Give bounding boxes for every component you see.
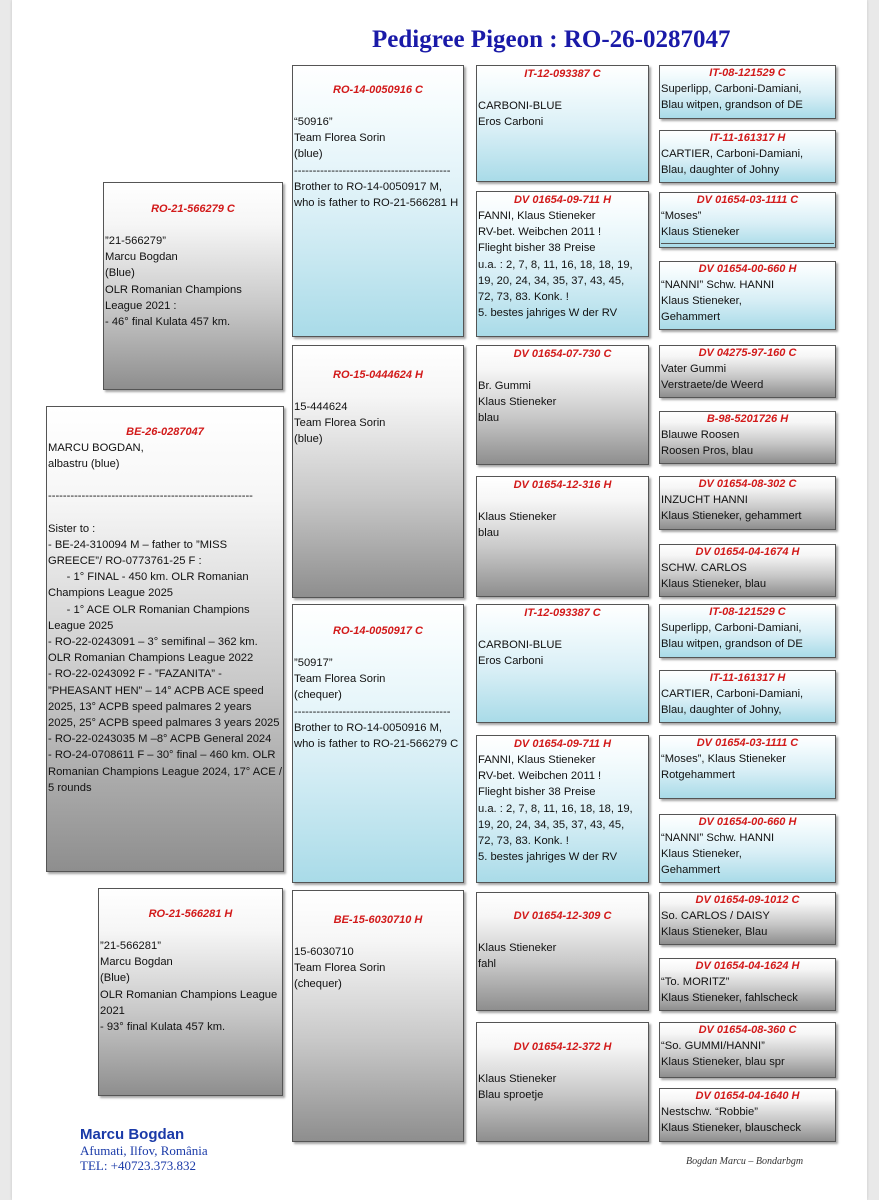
- gen2-card-2: [292, 345, 464, 598]
- gen4-line: “NANNI” Schw. HANNI: [661, 832, 775, 844]
- gen4-ring: DV 01654-03-1111 C: [696, 194, 799, 206]
- gen3-line: Blau sproetje: [478, 1089, 544, 1102]
- dam-line: OLR Romanian Champions League 2021: [100, 988, 278, 1017]
- gen4-ring: DV 01654-00-660 H: [698, 263, 797, 275]
- gen4-ring: DV 01654-09-1012 C: [695, 894, 800, 906]
- gen2-line: (chequer): [294, 978, 342, 991]
- gen3-line: Eros Carboni: [478, 655, 544, 668]
- gen3-ring: DV 01654-07-730 C: [513, 348, 612, 360]
- subject-note: - BE-24-310094 M – father to ”MISS GREECE”/ RO-0773761-25 F :: [48, 538, 228, 568]
- sire-line: OLR Romanian Champions League 2021 :: [105, 283, 242, 312]
- subject-note: - 1° FINAL - 450 km. OLR Romanian Champions League 2025: [48, 571, 252, 600]
- subject-separator: -------------------------------------------------------: [48, 490, 253, 503]
- gen4-ring: DV 01654-04-1624 H: [695, 960, 800, 972]
- gen4-card-5: [659, 345, 836, 398]
- gen3-ring: DV 01654-09-711 H: [513, 194, 612, 206]
- gen4-ring: B-98-5201726 H: [706, 413, 789, 425]
- gen4-ring: IT-08-121529 C: [709, 67, 786, 79]
- gen3-ring: DV 01654-12-316 H: [513, 479, 612, 491]
- gen2-line: Team Florea Sorin: [294, 132, 386, 145]
- gen4-card-2: [659, 130, 836, 183]
- gen2-ring: BE-15-6030710 H: [333, 914, 423, 926]
- gen3-card-3: [476, 345, 649, 465]
- gen2-line: “50916”: [294, 116, 333, 128]
- subject-ring: BE-26-0287047: [126, 426, 204, 438]
- gen4-card-6: [659, 411, 836, 464]
- gen2-card-1: [292, 65, 464, 337]
- gen3-ring: DV 01654-09-711 H: [513, 738, 612, 750]
- gen4-line: Gehammert: [661, 864, 721, 877]
- gen3-line: FANNI, Klaus Stieneker: [478, 210, 596, 222]
- page-title: Pedigree Pigeon : RO-26-0287047: [372, 26, 731, 53]
- subject-line: albastru (blue): [48, 458, 120, 471]
- gen4-card-15: [659, 1022, 836, 1078]
- gen4-card-1: [659, 65, 836, 119]
- gen3-line: Klaus Stieneker: [478, 1073, 557, 1085]
- dam-line: ”21-566281”: [100, 940, 161, 952]
- gen2-card-4: [292, 890, 464, 1142]
- gen4-line: Vater Gummi: [661, 363, 727, 375]
- gen2-ring: RO-15-0444624 H: [333, 369, 423, 381]
- gen3-line: RV-bet. Weibchen 2011 !: [478, 770, 602, 783]
- gen4-line: Roosen Pros, blau: [661, 445, 754, 458]
- card-divider: [661, 243, 834, 244]
- gen4-line: CARTIER, Carboni-Damiani,: [661, 688, 804, 700]
- gen2-line: Team Florea Sorin: [294, 962, 386, 975]
- gen3-ring: IT-12-093387 C: [524, 68, 601, 80]
- subject-note: Sister to :: [48, 522, 96, 535]
- subject-card: [46, 406, 284, 872]
- dam-line: - 93° final Kulata 457 km.: [100, 1021, 226, 1034]
- dam-ring: RO-21-566281 H: [148, 908, 233, 920]
- gen4-line: “NANNI” Schw. HANNI: [661, 279, 775, 291]
- gen4-ring: IT-08-121529 C: [709, 606, 786, 618]
- gen3-line: CARBONI-BLUE: [478, 639, 562, 651]
- sire-card: [103, 182, 283, 390]
- gen3-ring: DV 01654-12-309 C: [513, 910, 612, 922]
- gen3-line: 72, 73, 83. Konk. !: [478, 835, 569, 848]
- dam-line: (Blue): [100, 972, 130, 985]
- gen4-line: SCHW. CARLOS: [661, 562, 747, 574]
- gen4-ring: DV 01654-00-660 H: [698, 816, 797, 828]
- sire-line: (Blue): [105, 267, 135, 280]
- pedigree-page: [12, 0, 867, 1200]
- gen4-ring: IT-11-161317 H: [709, 672, 786, 684]
- gen4-line: CARTIER, Carboni-Damiani,: [661, 148, 804, 160]
- gen3-line: 19, 20, 24, 34, 35, 37, 43, 45,: [478, 274, 625, 287]
- gen4-line: Verstraete/de Weerd: [661, 379, 764, 392]
- owner-phone: TEL: +40723.373.832: [80, 1158, 197, 1173]
- subject-line: MARCU BOGDAN,: [48, 442, 144, 454]
- owner-address: Afumati, Ilfov, România: [80, 1143, 208, 1158]
- gen3-line: blau: [478, 527, 500, 540]
- gen4-ring: DV 04275-97-160 C: [698, 347, 797, 359]
- gen4-ring: DV 01654-04-1674 H: [695, 546, 800, 558]
- gen3-line: blau: [478, 412, 500, 425]
- gen4-line: “To. MORITZ”: [661, 976, 730, 988]
- gen3-card-1: [476, 65, 649, 182]
- gen2-line: (blue): [294, 148, 323, 161]
- gen3-line: Klaus Stieneker: [478, 396, 557, 409]
- gen4-card-8: [659, 544, 836, 597]
- gen4-line: Blau, daughter of Johny,: [661, 704, 782, 717]
- gen4-line: Klaus Stieneker, fahlscheck: [661, 992, 798, 1005]
- gen4-line: Klaus Stieneker, Blau: [661, 926, 768, 939]
- gen4-line: Klaus Stieneker,: [661, 295, 742, 308]
- gen3-card-6: [476, 735, 649, 883]
- gen2-line: (blue): [294, 433, 323, 446]
- gen4-card-13: [659, 892, 836, 945]
- gen4-ring: DV 01654-08-302 C: [698, 478, 797, 490]
- gen3-card-2: [476, 191, 649, 337]
- gen4-card-7: [659, 476, 836, 530]
- subject-note: - 1° ACE OLR Romanian Champions League 2025: [48, 603, 253, 632]
- gen4-line: “So. GUMMI/HANNI”: [661, 1040, 765, 1052]
- gen4-line: “Moses”: [661, 210, 702, 222]
- gen3-line: CARBONI-BLUE: [478, 100, 562, 112]
- gen4-line: Blau witpen, grandson of DE: [661, 638, 803, 651]
- gen2-notes: Brother to RO-14-0050916 M, who is father to RO-21-566279 C: [294, 721, 459, 751]
- gen4-line: Nestschw. “Robbie”: [661, 1106, 758, 1118]
- gen3-ring: IT-12-093387 C: [524, 607, 601, 619]
- gen3-line: RV-bet. Weibchen 2011 !: [478, 226, 602, 239]
- gen2-card-3: [292, 604, 464, 883]
- subject-note: - RO-22-0243092 F - ”FAZANITA” - ”PHEASANT HEN” – 14° ACPB ACE speed 2025, 13° ACPB speed palmares 2 years 2025, 25° ACPB speed palmares 3 years 2025: [48, 668, 280, 730]
- sire-line: - 46° final Kulata 457 km.: [105, 316, 231, 329]
- gen4-line: Klaus Stieneker, blau: [661, 578, 767, 591]
- gen4-line: Klaus Stieneker, blau spr: [661, 1056, 785, 1069]
- gen3-line: fahl: [478, 958, 497, 971]
- gen4-card-11: [659, 735, 836, 799]
- owner-name: Marcu Bogdan: [80, 1126, 185, 1143]
- gen4-line: INZUCHT HANNI: [661, 494, 748, 506]
- gen3-line: 5. bestes jahriges W der RV: [478, 851, 618, 864]
- dam-line: Marcu Bogdan: [100, 956, 173, 969]
- gen2-line: 15-6030710: [294, 946, 354, 958]
- gen2-line: 15-444624: [294, 401, 348, 413]
- gen4-line: Rotgehammert: [661, 769, 735, 782]
- gen3-card-4: [476, 476, 649, 597]
- gen4-line: Klaus Stieneker, gehammert: [661, 510, 802, 523]
- gen4-card-10: [659, 670, 836, 723]
- gen4-line: Klaus Stieneker,: [661, 848, 742, 861]
- gen4-line: “Moses”, Klaus Stieneker: [661, 753, 786, 765]
- gen3-line: Klaus Stieneker: [478, 942, 557, 954]
- gen4-line: Blau witpen, grandson of DE: [661, 99, 803, 112]
- footer-signature: Bogdan Marcu – Bondarbgm: [686, 1156, 804, 1167]
- gen4-card-16: [659, 1088, 836, 1142]
- gen2-line: Team Florea Sorin: [294, 417, 386, 430]
- gen4-ring: DV 01654-03-1111 C: [696, 737, 799, 749]
- gen3-line: u.a. : 2, 7, 8, 11, 16, 18, 18, 19,: [478, 258, 633, 271]
- gen3-line: Eros Carboni: [478, 116, 544, 129]
- gen3-line: 5. bestes jahriges W der RV: [478, 307, 618, 320]
- gen3-line: Klaus Stieneker: [478, 511, 557, 523]
- gen4-card-12: [659, 814, 836, 883]
- subject-note: - RO-24-0708611 F – 30° final – 460 km. OLR Romanian Champions League 2024, 17° ACE / 5 rounds: [48, 749, 282, 794]
- gen2-line: (chequer): [294, 689, 342, 702]
- gen3-line: Flieght bisher 38 Preise: [478, 242, 596, 255]
- gen2-line: Team Florea Sorin: [294, 673, 386, 686]
- dam-card: [98, 888, 283, 1096]
- gen3-card-5: [476, 604, 649, 723]
- gen3-line: Flieght bisher 38 Preise: [478, 786, 596, 799]
- subject-note: - RO-22-0243035 M –8° ACPB General 2024: [48, 733, 272, 746]
- gen4-line: Superlipp, Carboni-Damiani,: [661, 83, 802, 95]
- gen2-line: ”50917”: [294, 657, 333, 669]
- gen4-line: Blauwe Roosen: [661, 429, 740, 441]
- gen2-ring: RO-14-0050916 C: [333, 84, 423, 96]
- gen3-line: FANNI, Klaus Stieneker: [478, 754, 596, 766]
- gen4-card-14: [659, 958, 836, 1011]
- gen4-card-3: [659, 192, 836, 248]
- gen3-ring: DV 01654-12-372 H: [513, 1041, 612, 1053]
- gen3-card-7: [476, 892, 649, 1011]
- gen4-line: Klaus Stieneker, blauscheck: [661, 1122, 801, 1135]
- gen4-line: Gehammert: [661, 311, 721, 324]
- sire-line: ”21-566279”: [105, 235, 166, 247]
- gen2-separator: ------------------------------------------: [294, 164, 451, 177]
- gen3-card-8: [476, 1022, 649, 1142]
- sire-line: Marcu Bogdan: [105, 251, 178, 264]
- gen4-line: Blau, daughter of Johny: [661, 164, 780, 177]
- gen4-line: Klaus Stieneker: [661, 226, 740, 239]
- gen3-line: u.a. : 2, 7, 8, 11, 16, 18, 18, 19,: [478, 802, 633, 815]
- gen3-line: Br. Gummi: [478, 380, 531, 392]
- gen4-ring: DV 01654-08-360 C: [698, 1024, 797, 1036]
- gen3-line: 72, 73, 83. Konk. !: [478, 291, 569, 304]
- gen2-notes: Brother to RO-14-0050917 M, who is father to RO-21-566281 H: [294, 180, 459, 210]
- gen4-card-4: [659, 261, 836, 330]
- gen2-separator: ------------------------------------------: [294, 705, 451, 718]
- gen4-card-9: [659, 604, 836, 658]
- gen4-line: So. CARLOS / DAISY: [661, 910, 770, 922]
- owner-block: [80, 1126, 208, 1173]
- gen4-line: Superlipp, Carboni-Damiani,: [661, 622, 802, 634]
- gen2-ring: RO-14-0050917 C: [333, 625, 423, 637]
- sire-ring: RO-21-566279 C: [151, 203, 235, 215]
- gen3-line: 19, 20, 24, 34, 35, 37, 43, 45,: [478, 818, 625, 831]
- subject-note: - RO-22-0243091 – 3° semifinal – 362 km. OLR Romanian Champions League 2022: [48, 636, 258, 665]
- gen4-ring: IT-11-161317 H: [709, 132, 786, 144]
- gen4-ring: DV 01654-04-1640 H: [695, 1090, 800, 1102]
